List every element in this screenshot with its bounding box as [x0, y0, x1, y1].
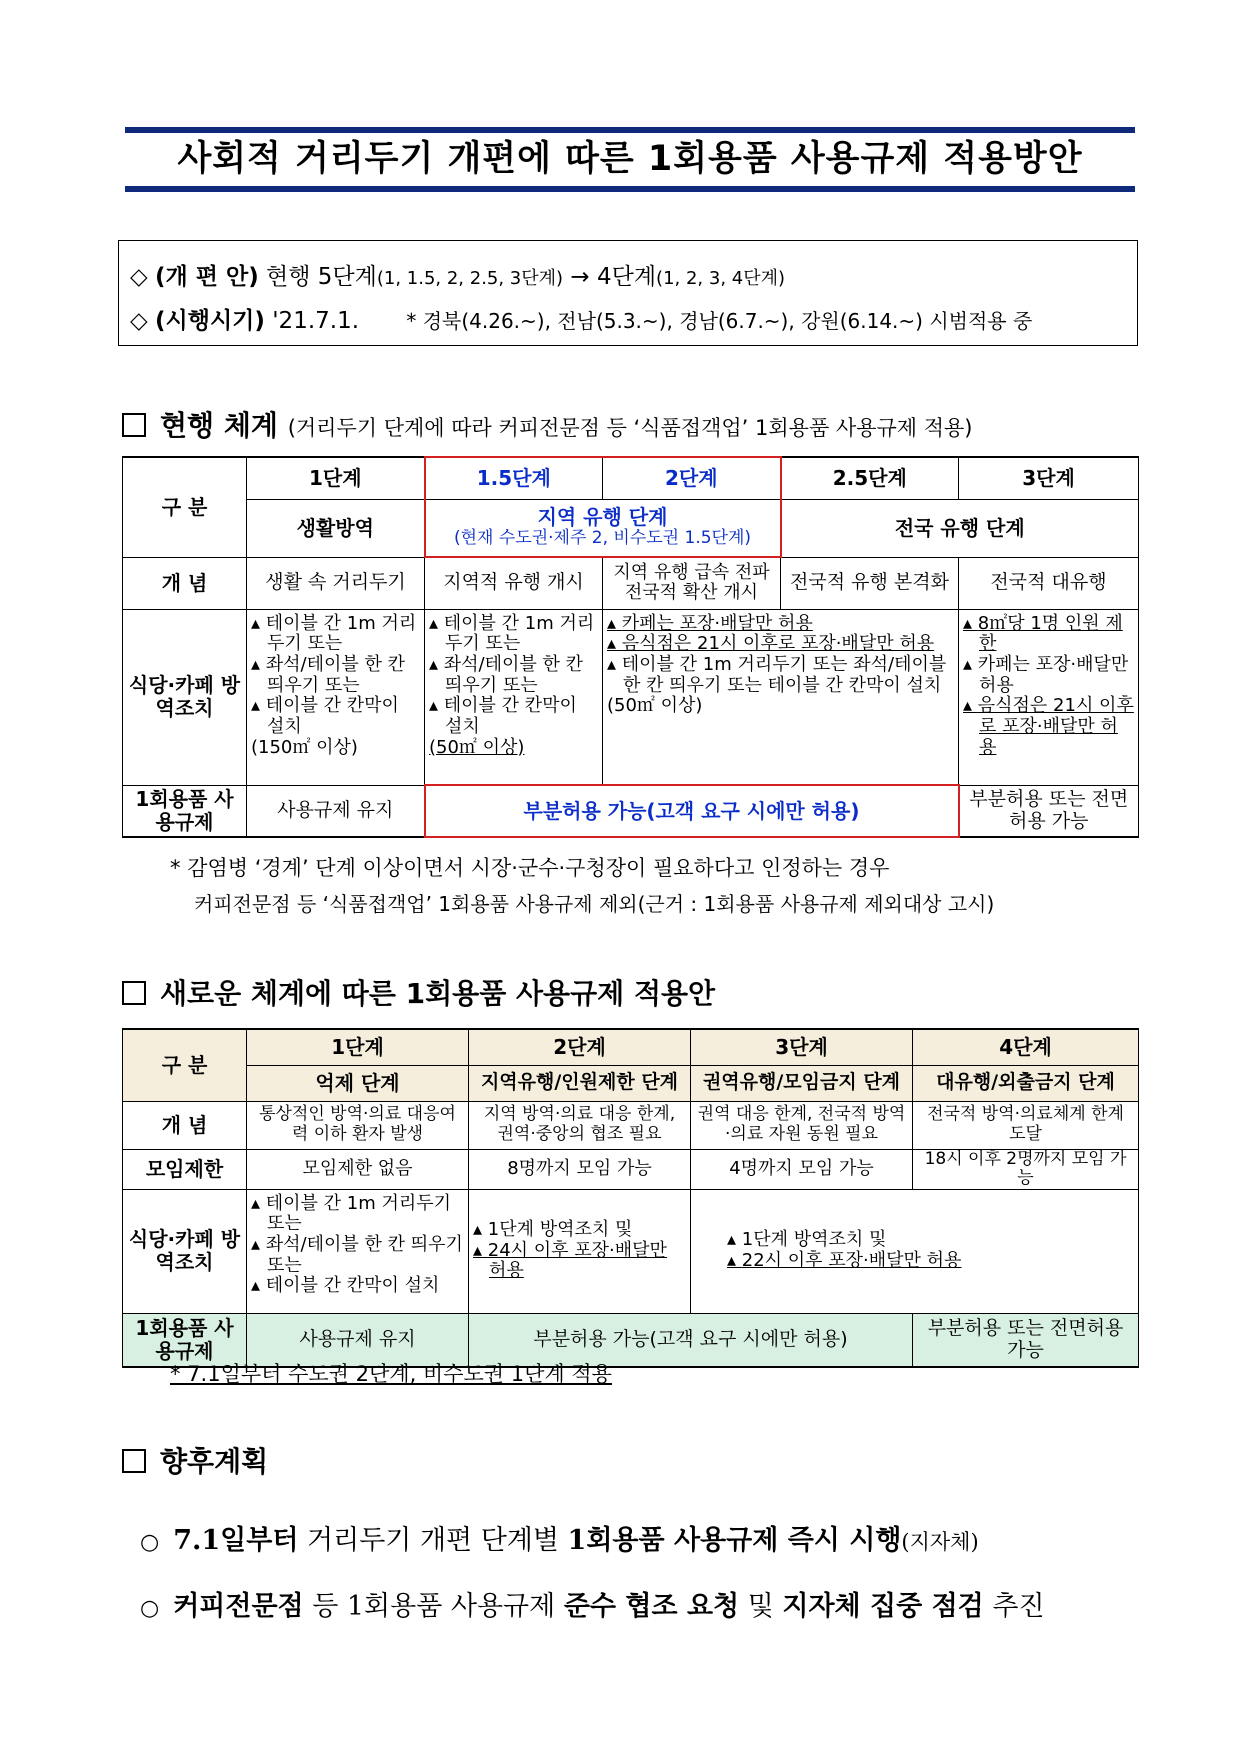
effective-date: '21.7.1. [272, 308, 360, 334]
stage-name: 권역유행/모임금지 단계 [691, 1065, 913, 1101]
reg-label: 1회용품 사용규제 [123, 1313, 247, 1367]
diamond-icon: ◇ [130, 264, 148, 290]
bullet-text: 테이블 간 칸막이 설치 [265, 695, 399, 737]
reg-cell-partial: 부분허용 가능(고객 요구 시에만 허용) [425, 785, 959, 837]
new-heading-text: 새로운 체계에 따른 1회용품 사용규제 적용안 [160, 977, 716, 1010]
regional-stage-name: 지역 유행 단계 [537, 505, 668, 530]
plan-text: 커피전문점 [173, 1591, 304, 1622]
bullet-text: 1단계 방역조치 및 [487, 1219, 633, 1241]
stage-name: 전국 유행 단계 [781, 499, 1139, 557]
stage-header: 2.5단계 [781, 457, 959, 499]
gather-cell: 18시 이후 2명까지 모임 가능 [913, 1149, 1139, 1189]
new-stages-detail: (1, 2, 3, 4단계) [656, 268, 786, 289]
stage-name: 지역유행/인원제한 단계 [469, 1065, 691, 1101]
current-system-table [122, 456, 1139, 838]
concept-cell: 지역 유행 급속 전파 전국적 확산 개시 [603, 557, 781, 609]
current-stages-detail: (1, 1.5, 2, 2.5, 3단계) [376, 268, 564, 289]
bullet-item: ▴ 1단계 방역조치 및 [473, 1219, 633, 1241]
bullet-item: ▴ 음식점은 21시 이후로 포장·배달만 허용 [963, 695, 1134, 758]
concept-cell: 전국적 대유행 [959, 557, 1139, 609]
circle-bullet-icon: ○ [140, 1596, 160, 1621]
measure-cell [247, 609, 425, 785]
bullet-text: 좌석/테이블 한 칸 띄우기 또는 [265, 1233, 463, 1276]
row-header: 구 분 [123, 457, 247, 557]
measure-cell [425, 609, 603, 785]
arrow-icon: → [570, 264, 590, 290]
section-new-heading [122, 972, 715, 1012]
stage-header: 2단계 [603, 457, 781, 499]
bullet-item: ▴ 테이블 간 칸막이 설치 [251, 695, 399, 737]
bullet-item: ▴ 테이블 간 1m 거리두기 또는 [251, 612, 417, 655]
measure-cell [691, 1189, 1139, 1313]
reg-label: 1회용품 사용규제 [123, 785, 247, 837]
plan-text: 거리두기 개편 단계별 [307, 1525, 559, 1556]
concept-label: 개 념 [123, 1101, 247, 1149]
date-label: (시행시기) [155, 308, 265, 334]
concept-cell: 권역 대응 한계, 전국적 방역·의료 자원 동원 필요 [691, 1101, 913, 1149]
plan-heading-text: 향후계획 [160, 1445, 269, 1478]
bullet-item: ▴ 좌석/테이블 한 칸 띄우기 또는 [429, 653, 583, 696]
measure-label: 식당·카페 방역조치 [123, 609, 247, 785]
concept-cell: 지역적 유행 개시 [425, 557, 603, 609]
bullet-item: ▴ 테이블 간 칸막이 설치 [251, 1275, 440, 1297]
stage-name: 생활방역 [247, 499, 425, 557]
bullet-text: 테이블 간 1m 거리두기 또는 [265, 1192, 452, 1235]
bullet-text: 좌석/테이블 한 칸 띄우기 또는 [265, 653, 405, 696]
regional-stage-note: (현재 수도권·제주 2, 비수도권 1.5단계) [453, 528, 752, 549]
measure-cell [603, 609, 959, 785]
title-rule-bottom [125, 186, 1135, 192]
current-note-1: * 감염병 ‘경계’ 단계 이상이면서 시장·군수·구청장이 필요하다고 인정하는 경우 [170, 856, 890, 880]
bullet-item: ▴ 음식점은 21시 이후로 포장·배달만 허용 [607, 633, 935, 655]
checkbox-square-icon [122, 1449, 146, 1473]
gather-label: 모임제한 [123, 1149, 247, 1189]
current-heading-sub: (거리두기 단계에 따라 커피전문점 등 ‘식품접객업’ 1회용품 사용규제 적용) [287, 416, 973, 440]
current-note-2: 커피전문점 등 ‘식품접객업’ 1회용품 사용규제 제외(근거 : 1회용품 사용규제 제외대상 고시) [194, 892, 995, 916]
gather-cell: 4명까지 모임 가능 [691, 1149, 913, 1189]
reg-cell: 사용규제 유지 [247, 1313, 469, 1367]
stage-name: 대유행/외출금지 단계 [913, 1065, 1139, 1101]
bullet-item: ▴ 테이블 간 칸막이 설치 [429, 695, 577, 737]
measure-cell [247, 1189, 469, 1313]
bullet-item: ▴ 8㎡당 1명 인원 제한 [963, 612, 1123, 655]
bullet-text: 음식점은 21시 이후로 포장·배달만 허용 [621, 633, 935, 655]
concept-cell: 통상적인 방역·의료 대응여력 이하 환자 발생 [247, 1101, 469, 1149]
plan-text: 7.1일부터 [173, 1525, 299, 1556]
stage-header: 2단계 [469, 1029, 691, 1065]
bullet-item: ▴ 테이블 간 1m 거리두기 또는 [429, 612, 595, 655]
measure-cell [959, 609, 1139, 785]
measure-label: 식당·카페 방역조치 [123, 1189, 247, 1313]
stage-name: 억제 단계 [247, 1065, 469, 1101]
concept-cell: 전국적 유행 본격화 [781, 557, 959, 609]
concept-cell: 생활 속 거리두기 [247, 557, 425, 609]
plan-text: 지자체 집중 점검 [782, 1591, 984, 1622]
bullet-item: ▴ 카페는 포장·배달만 허용 [607, 612, 813, 634]
plan-item-1 [140, 1518, 979, 1557]
bullet-text: 테이블 간 1m 거리두기 또는 [443, 612, 595, 655]
reg-cell-partial: 부분허용 가능(고객 요구 시에만 허용) [469, 1313, 913, 1367]
plan-text: 준수 협조 요청 [563, 1591, 740, 1622]
bullet-text: 테이블 간 1m 거리두기 또는 좌석/테이블 한 칸 띄우기 또는 테이블 간 칸막이 설치 [621, 653, 947, 696]
checkbox-square-icon [122, 981, 146, 1005]
new-system-table [122, 1028, 1139, 1368]
new-note: * 7.1일부터 수도권 2단계, 비수도권 1단계 적용 [170, 1362, 612, 1386]
area-note: (150㎡ 이상) [251, 736, 358, 758]
bullet-item: ▴ 좌석/테이블 한 칸 띄우기 또는 [251, 1233, 463, 1276]
bullet-text: 22시 이후 포장·배달만 허용 [741, 1250, 962, 1272]
bullet-text: 좌석/테이블 한 칸 띄우기 또는 [443, 653, 583, 696]
checkbox-square-icon [122, 413, 146, 437]
stage-header: 4단계 [913, 1029, 1139, 1065]
plan-item-2 [140, 1584, 1045, 1623]
reg-cell: 사용규제 유지 [247, 785, 425, 837]
bullet-text: 테이블 간 칸막이 설치 [265, 1275, 440, 1297]
pilot-note: * 경북(4.26.~), 전남(5.3.~), 경남(6.7.~), 강원(6.14.~) 시범적용 중 [406, 309, 1033, 333]
bullet-item: ▴ 카페는 포장·배달만 허용 [963, 653, 1129, 696]
plan-label: (개 편 안) [155, 264, 259, 290]
plan-text: 1회용품 사용규제 즉시 시행 [567, 1525, 902, 1556]
reg-cell: 부분허용 또는 전면허용 가능 [913, 1313, 1139, 1367]
bullet-item: ▴ 22시 이후 포장·배달만 허용 [727, 1250, 962, 1272]
bullet-item: ▴ 좌석/테이블 한 칸 띄우기 또는 [251, 653, 405, 696]
bullet-text: 테이블 간 1m 거리두기 또는 [265, 612, 417, 655]
bullet-item: ▴ 테이블 간 1m 거리두기 또는 [251, 1192, 452, 1235]
concept-cell: 전국적 방역·의료체계 한계 도달 [913, 1101, 1139, 1149]
concept-cell: 지역 방역·의료 대응 한계, 권역·중앙의 협조 필요 [469, 1101, 691, 1149]
summary-line-plan [130, 258, 785, 291]
section-plan-heading [122, 1440, 268, 1480]
bullet-text: 1단계 방역조치 및 [741, 1229, 887, 1251]
bullet-text: 테이블 간 칸막이 설치 [443, 695, 577, 737]
summary-line-date [130, 302, 1032, 335]
stage-header: 1단계 [247, 1029, 469, 1065]
bullet-item: ▴ 1단계 방역조치 및 [727, 1229, 887, 1251]
row-header: 구 분 [123, 1029, 247, 1101]
area-note: (50㎡ 이상) [429, 736, 525, 758]
plan-text: (지자체) [901, 1530, 979, 1554]
bullet-item: ▴ 테이블 간 1m 거리두기 또는 좌석/테이블 한 칸 띄우기 또는 테이블 간 칸막이 설치 [607, 653, 947, 696]
stage-header: 1단계 [247, 457, 425, 499]
gather-cell: 모임제한 없음 [247, 1149, 469, 1189]
circle-bullet-icon: ○ [140, 1530, 160, 1555]
diamond-icon: ◇ [130, 308, 148, 334]
area-note: (50㎡ 이상) [607, 695, 703, 717]
measure-cell [469, 1189, 691, 1313]
stage-header: 3단계 [691, 1029, 913, 1065]
bullet-text: 음식점은 21시 이후로 포장·배달만 허용 [977, 695, 1134, 758]
bullet-text: 8㎡당 1명 인원 제한 [977, 612, 1123, 655]
reg-cell: 부분허용 또는 전면허용 가능 [959, 785, 1139, 837]
section-current-heading [122, 404, 973, 444]
stage-name-regional [425, 499, 781, 557]
stage-header: 1.5단계 [425, 457, 603, 499]
plan-text: 등 1회용품 사용규제 [312, 1591, 556, 1622]
bullet-text: 24시 이후 포장·배달만 허용 [487, 1239, 667, 1282]
current-heading-text: 현행 체계 [160, 409, 278, 442]
plan-text: 및 [747, 1591, 774, 1622]
stage-header: 3단계 [959, 457, 1139, 499]
page-title: 사회적 거리두기 개편에 따른 1회용품 사용규제 적용방안 [177, 139, 1083, 179]
bullet-item: ▴ 24시 이후 포장·배달만 허용 [473, 1239, 667, 1282]
bullet-text: 카페는 포장·배달만 허용 [621, 612, 813, 634]
gather-cell: 8명까지 모임 가능 [469, 1149, 691, 1189]
current-stages: 현행 5단계 [266, 264, 377, 290]
bullet-text: 카페는 포장·배달만 허용 [977, 653, 1129, 696]
concept-label: 개 념 [123, 557, 247, 609]
new-stages: 4단계 [596, 264, 657, 290]
plan-text: 추진 [992, 1591, 1045, 1622]
